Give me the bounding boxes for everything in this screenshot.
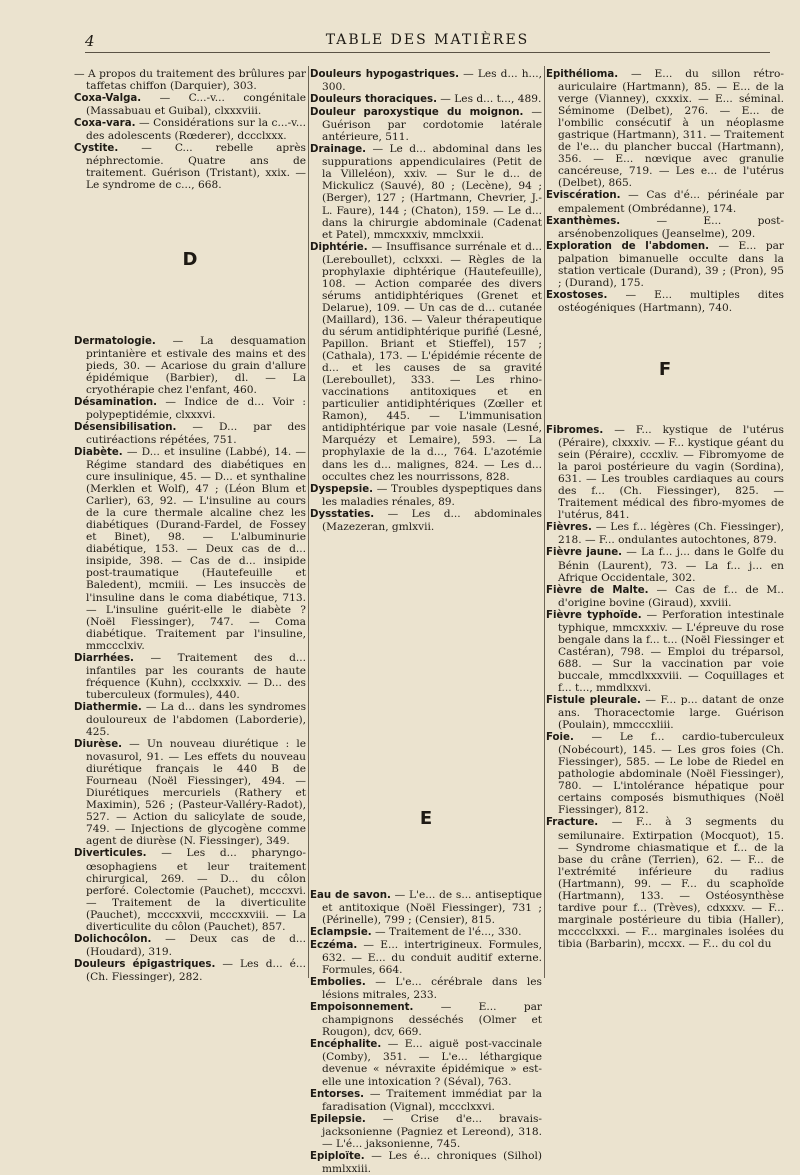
entry-text: — Traitement immédiat par la faradisation (Vignal), mccclxxvi. — [322, 1087, 542, 1113]
index-entry — [310, 241, 542, 483]
index-entry — [546, 584, 784, 609]
entry-heading: Douleur paroxystique du moignon. — [310, 107, 524, 119]
entry-heading: Fistule pleurale. — [546, 695, 641, 707]
entry-text: — Les d... abdominales (Mazezeran, gmlxvii. — [322, 507, 542, 533]
index-entry — [546, 731, 784, 816]
entry-heading: Dermatologie. — [74, 335, 156, 347]
entry-text: — Deux cas de d... (Houdard), 319. — [86, 932, 306, 958]
entry-heading: Douleurs thoraciques. — [310, 94, 437, 106]
entry-heading: Exostoses. — [546, 289, 608, 301]
entry-text: — E... intertrigineux. Formules, 632. — E... du conduit auditif externe. Formules, 664. — [322, 939, 542, 977]
entry-text: — Crise d'e... bravais-jacksonienne (Pagniez et Lereond), 318. — L'é... jaksonienne, 745. — [322, 1112, 542, 1150]
entry-text: — D... et insuline (Labbé), 14. — Régime standard des diabétiques en cure insulinique, 45. — D... et synthaline (Merklen et Wolf), 47 ; (Léon Blum et Carlier), 63, 92. — L'insuline au cours de la cure thermale alcaline chez les diabétiques (Durand-Fardel, de Fossey et Binet), 98. — L'albuminurie diabétique, 153. — Deux cas de d... insipide, 398. — Cas de d... insipide post-traumatique (Hautefeuille et Baledent), mcmiii. — Les insuccès de l'insuline dans le coma diabétique, 713. — L'insuline guérit-elle le diabète ? (Noël Fiessinger), 747. — Coma diabétique. Traitement par l'insuline, mmccclxiv. — [86, 445, 306, 652]
entry-text: — L'e... de s... antiseptique et antitoxique (Noël Fiessinger), 731 ; (Périnelle), 799 ; (Censier), 815. — [322, 888, 542, 926]
entry-text: — Traitement de l'é..., 330. — [371, 925, 522, 938]
entry-text: — Le d... abdominal dans les suppurations appendiculaires (Petit de la Villeléon), xxiv. — Sur le d... de Mickulicz (Sauvé), 80 ; (Lecène), 94 ; (Berger), 127 ; (Hartmann, Chevrier, J.-L. Faure), 144 ; (Chaton), 159. — Le d... dans la chirurgie abdominale (Cadenat et Patel), mmcxxxiv, mmclxxii. — [322, 143, 542, 241]
index-entry — [74, 335, 306, 396]
entry-text: — C...-v... congénitale (Massabuau et Guibal), clxxxviii. — [86, 92, 306, 118]
index-entry — [74, 701, 306, 738]
entry-text: — Guérison par cordotomie latérale antérieure, 511. — [322, 106, 542, 144]
entry-heading: Douleurs épigastriques. — [74, 958, 216, 970]
index-entry — [310, 106, 542, 143]
index-entry — [546, 609, 784, 694]
index-entry — [546, 694, 784, 731]
index-entry — [546, 424, 784, 521]
index-entry — [310, 68, 542, 93]
entry-heading: Désamination. — [74, 396, 158, 408]
index-entry — [74, 652, 306, 701]
entry-text: — Cas d'é... périnéale par empalement (Ombrédanne), 174. — [558, 189, 784, 215]
entry-text: — Cas de f... de M.. d'origine bovine (Giraud), xxviii. — [558, 583, 784, 609]
index-column-2 — [310, 68, 542, 1175]
index-entry — [74, 68, 306, 92]
entry-heading: Drainage. — [310, 144, 367, 156]
entry-text: — Indice de d... Voir : polypeptidémie, clxxxvi. — [86, 395, 306, 421]
index-entry — [310, 1088, 542, 1113]
index-column-1 — [74, 68, 306, 983]
entry-heading: Fracture. — [546, 817, 599, 829]
section-letter: D — [182, 249, 198, 271]
index-entry — [310, 1001, 542, 1038]
entry-heading: Entorses. — [310, 1088, 365, 1100]
entry-heading: Douleurs hypogastriques. — [310, 69, 459, 80]
index-entry — [310, 1150, 542, 1175]
entry-heading: Epithélioma. — [546, 69, 619, 80]
section-letter: F — [658, 358, 672, 380]
index-entry — [310, 483, 542, 508]
entry-text: — E... par champignons desséchés (Olmer et Rougon), dcv, 669. — [322, 1001, 542, 1039]
entry-heading: Diurèse. — [74, 739, 122, 751]
column-divider — [308, 66, 309, 978]
entry-text: — E... par palpation bimanuelle occulte dans la station verticale (Durand), 39 ; (Pron), 95 ; (Durand), 175. — [558, 239, 784, 289]
entry-heading: Fièvre typhoïde. — [546, 609, 642, 621]
entry-text: — Le f... cardio-tuberculeux (Nobécourt), 145. — Les gros foies (Ch. Fiessinger), 585. — Le lobe de Riedel en pathologie abdominale (Noël Fiessinger), 780. — L'intolérance hépatique pour certains composés bismuthiques (Noël Fiessinger), 812. — [558, 731, 784, 817]
entry-text: — Les d... pharyngo-œsophagiens et leur traitement chirurgical, 269. — D... du côlon perforé. Colectomie (Pauchet), mcccxvi. — Traitement de la diverticulite (Pauchet), mcccxxvii, mcccxxviii. — La diverticulite du côlon (Pauchet), 857. — [86, 847, 306, 933]
entry-text: — F... kystique de l'utérus (Péraire), clxxxiv. — F... kystique géant du sein (Péraire), cccxliv. — Fibromyome de la paroi postérieure du vagin (Sordina), 631. — Les troubles cardiaques au cours des f... (Ch. Fiessinger), 825. — Traitement médical des fibro-myomes de l'utérus, 841. — [558, 423, 784, 522]
index-entry — [546, 189, 784, 214]
entry-heading: Diphtérie. — [310, 241, 368, 253]
entry-text: — A propos du traitement des brûlures par taffetas chiffon (Darquier), 303. — [74, 68, 306, 93]
entry-heading: Fièvre jaune. — [546, 547, 623, 559]
section-letter: E — [419, 807, 433, 829]
index-entry — [310, 926, 542, 939]
entry-heading: Cystite. — [74, 143, 119, 155]
entry-text: — E... multiples dites ostéogéniques (Hartmann), 740. — [558, 288, 784, 314]
index-column-3 — [546, 68, 784, 950]
entry-heading: Fièvre de Malte. — [546, 584, 649, 596]
index-entry — [74, 958, 306, 983]
entry-text: — Les d... é... (Ch. Fiessinger), 282. — [86, 957, 306, 983]
entry-heading: Fièvres. — [546, 522, 592, 534]
entry-text: — Traitement des d... infantiles par les courants de haute fréquence (Kuhn), ccclxxxiv. — D... des tuberculeux (formules), 440. — [86, 651, 306, 701]
entry-heading: Diverticules. — [74, 848, 147, 860]
index-entry — [310, 93, 542, 106]
entry-text: — La desquamation printanière et estivale des mains et des pieds, 30. — Acariose du grain d'allure épidémique (Barbier), dl. — La cryothérapie chez l'enfant, 460. — [86, 334, 306, 396]
index-entry — [74, 142, 306, 191]
index-entry — [546, 816, 784, 950]
index-entry — [310, 508, 542, 533]
entry-heading: Foie. — [546, 732, 574, 744]
page-number: 4 — [85, 32, 95, 50]
entry-text: — D... par des cutiréactions répétées, 751. — [86, 420, 306, 446]
index-entry — [74, 117, 306, 142]
index-entry — [546, 240, 784, 289]
entry-heading: Désensibilisation. — [74, 421, 177, 433]
index-entry — [546, 68, 784, 189]
entry-text: — Considérations sur la c...-v... des adolescents (Rœderer), dccclxxx. — [86, 117, 306, 143]
entry-heading: Epilepsie. — [310, 1113, 366, 1125]
index-entry — [74, 738, 306, 847]
entry-text: — Un nouveau diurétique : le novasurol, 91. — Les effets du nouveau diurétique français le 440 B de Fourneau (Noël Fiessinger), 494. — Diurétiques mercuriels (Rathery et Maximin), 526 ; (Pasteur-Valléry-Radot), 527. — Action du salicylate de soude, 749. — Injections de glycogène comme agent de diurèse (N. Fiessinger), 349. — [86, 738, 306, 848]
index-entry — [310, 939, 542, 976]
entry-heading: Eclampsie. — [310, 926, 372, 938]
entry-heading: Encéphalite. — [310, 1039, 382, 1051]
entry-text: — Les d... t..., 489. — [436, 93, 542, 106]
index-entry — [546, 521, 784, 546]
entry-heading: Dolichocôlon. — [74, 933, 152, 945]
index-entry — [310, 976, 542, 1001]
entry-text: — Les f... légères (Ch. Fiessinger), 218. — F... ondulantes autochtones, 879. — [558, 521, 784, 547]
entry-heading: Eczéma. — [310, 940, 358, 952]
entry-heading: Exanthèmes. — [546, 215, 621, 227]
entry-text: — C... rebelle après néphrectomie. Quatre ans de traitement. Guérison (Tristant), xxix. — Le syndrome de c..., 668. — [86, 142, 306, 192]
entry-heading: Diarrhées. — [74, 652, 134, 664]
page-header — [85, 30, 770, 53]
entry-text: — Troubles dyspeptiques dans les maladies rénales, 89. — [322, 482, 542, 508]
entry-text: — La f... j... dans le Golfe du Bénin (Laurent), 73. — La f... j... en Afrique Occidentale, 302. — [558, 546, 784, 584]
entry-heading: Coxa-vara. — [74, 118, 136, 130]
entry-text: — E... du sillon rétro-auriculaire (Hartmann), 85. — E... de la verge (Vianney), cxxxix. — E... séminal. Séminome (Delbet), 276. — E... de l'ombilic consécutif à un néoplasme gastrique (Hartmann), 311. — Traitement de l'e... du plancher buccal (Hartmann), 356. — E... nœvique avec granulie cancéreuse, 719. — Les e... de l'utérus (Delbet), 865. — [558, 68, 784, 190]
entry-text: — F... à 3 segments du semilunaire. Extirpation (Mocquot), 15. — Syndrome chiasmatique et f... de la base du crâne (Terrien), 62. — F... de l'extrémité inférieure du radius (Hartmann), 99. — F... du scaphoïde (Hartmann), 133. — Ostéosynthèse tardive pour f... (Trèves), cdxxxv. — F... marginale postérieure du tibia (Haller), mcccclxxxi. — F... marginales isolées du tibia (Barbarin), mccxx. — F... du col du — [558, 816, 784, 950]
index-entry — [546, 215, 784, 240]
entry-text: — Les é... chroniques (Silhol) mmlxxiii. — [322, 1149, 542, 1175]
index-entry — [310, 889, 542, 926]
index-entry — [74, 421, 306, 446]
index-entry — [310, 1038, 542, 1087]
entry-heading: Dyspepsie. — [310, 483, 373, 495]
entry-heading: Empoisonnement. — [310, 1002, 414, 1014]
entry-text: — L'e... cérébrale dans les lésions mitrales, 233. — [322, 976, 542, 1002]
entry-heading: Exploration de l'abdomen. — [546, 240, 710, 252]
entry-heading: Epiploïte. — [310, 1150, 365, 1162]
index-entry — [546, 546, 784, 583]
running-title: TABLE DES MATIÈRES — [325, 32, 530, 48]
entry-text: — Perforation intestinale typhique, mmcxxxiv. — L'épreuve du rose bengale dans la f... t... (Noël Fiessinger et Castéran), 798. — Emploi du tréparsol, 688. — Sur la vaccination par voie buccale, mmcdlxxxviii. — Coquillages et f... t..., mmdlxxvi. — [558, 608, 784, 694]
entry-heading: Coxa-Valga. — [74, 93, 142, 105]
entry-text: — E... aiguë post-vaccinale (Comby), 351. — L'e... léthargique devenue « névraxite épidémique » est-elle une intoxication ? (Séval), 763. — [322, 1038, 542, 1088]
entry-text: — Les d... h..., 300. — [322, 68, 542, 94]
index-entry — [310, 143, 542, 240]
entry-heading: Dysstaties. — [310, 508, 375, 520]
entry-heading: Fibromes. — [546, 424, 604, 436]
entry-text: — Insuffisance surrénale et d... (Lereboullet), cclxxxi. — Règles de la prophylaxie diphtérique (Hautefeuille), 108. — Action comparée des divers sérums antidiphtériques (Grenet et Delarue), 109. — Un cas de d... cutanée (Maillard), 136. — Valeur thérapeutique du sérum antidiphtérique purifié (Lesné, Papillon. Briant et Stieffel), 157 ; (Cathala), 173. — L'épidémie récente de d... et les causes de sa gravité (Lereboullet), 333. — Les rhino-vaccinations antitoxiques et en particulier antidiphtériques (Zœller et Ramon), 445. — L'immunisation antidiphtérique par voie nasale (Lesné, Marquézy et Lemaire), 593. — La prophylaxie de la d..., 764. L'azotémie dans les d... malignes, 824. — Les d... occultes chez les nourrissons, 828. — [322, 240, 542, 483]
entry-heading: Embolies. — [310, 977, 366, 989]
entry-text: — E... post-arsénobenzoliques (Jeanselme), 209. — [558, 214, 784, 240]
entry-heading: Eau de savon. — [310, 889, 391, 901]
index-entry — [74, 92, 306, 117]
entry-heading: Diabète. — [74, 446, 123, 458]
column-divider — [544, 66, 545, 978]
index-entry — [74, 396, 306, 421]
index-entry — [310, 1113, 542, 1150]
entry-text: — F... p... datant de onze ans. Thoracectomie large. Guérison (Poulain), mmcccxliii. — [558, 694, 784, 732]
entry-heading: Eviscération. — [546, 190, 621, 202]
index-entry — [74, 847, 306, 932]
entry-heading: Diathermie. — [74, 701, 142, 713]
index-entry — [74, 933, 306, 958]
index-entry — [546, 289, 784, 314]
index-entry — [74, 446, 306, 652]
entry-text: — La d... dans les syndromes douloureux de l'abdomen (Laborderie), 425. — [86, 700, 306, 739]
